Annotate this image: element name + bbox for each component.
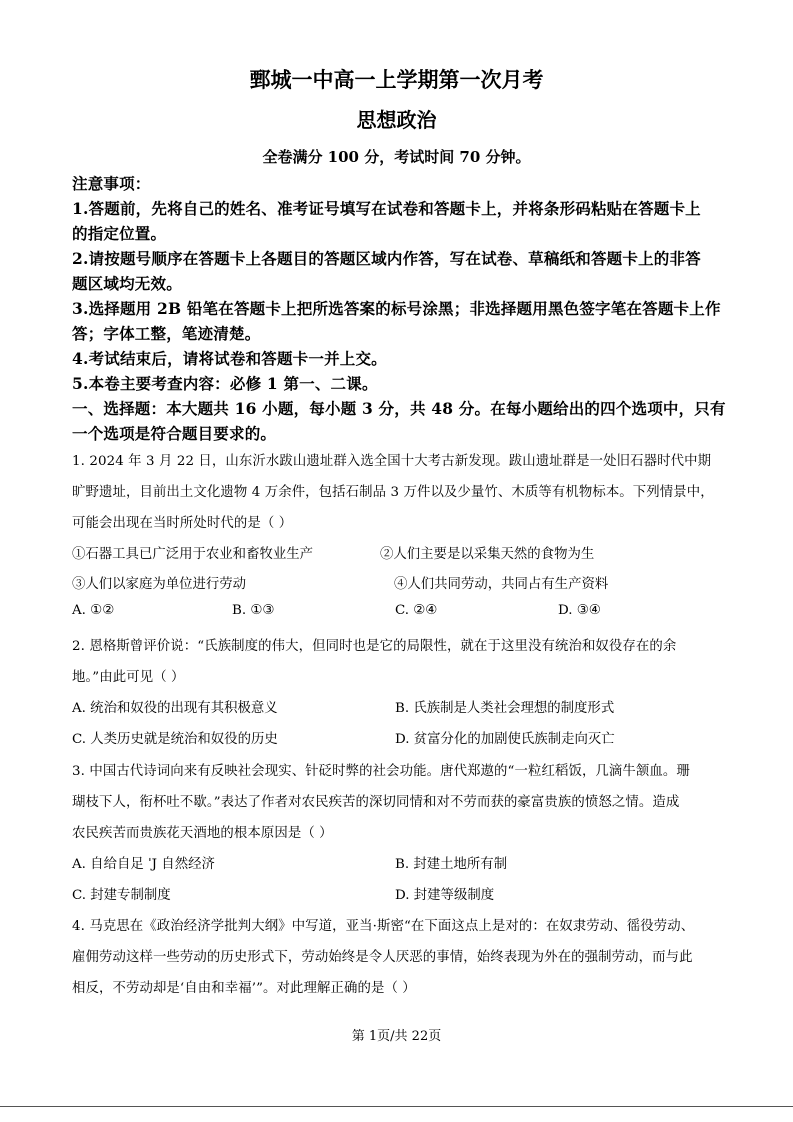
q2-option-c[interactable]: C. 人类历史就是统治和奴役的历史 (72, 732, 278, 747)
note-line: 5.本卷主要考查内容：必修 1 第一、二课。 (72, 374, 378, 393)
q3-option-d[interactable]: D. 封建等级制度 (395, 888, 495, 903)
q2-option-d[interactable]: D. 贫富分化的加剧使氏族制走向灭亡 (395, 732, 615, 747)
q4-stem-line: 雇佣劳动这样一些劳动的历史形式下，劳动始终是令人厌恶的事情，始终表现为外在的强制劳动，而与此 (72, 950, 693, 965)
section-heading: 一个选项是符合题目要求的。 (72, 424, 277, 443)
q1-item-4: ④人们共同劳动，共同占有生产资料 (394, 577, 609, 592)
q3-option-c[interactable]: C. 封建专制制度 (72, 888, 171, 903)
q2-option-b[interactable]: B. 氏族制是人类社会理想的制度形式 (395, 701, 615, 716)
note-line: 的指定位置。 (72, 224, 167, 243)
q3-option-b[interactable]: B. 封建土地所有制 (395, 857, 508, 872)
exam-title: 鄄城一中高一上学期第一次月考 (249, 67, 544, 92)
note-line: 答；字体工整，笔迹清楚。 (72, 324, 261, 343)
q3-stem-line: 瑚枝下人，衔杯吐不歇。”表达了作者对农民疾苦的深切同情和对不劳而获的豪富贵族的愤怒之情。造成 (72, 795, 680, 810)
note-line: 3.选择题用 2B 铅笔在答题卡上把所选答案的标号涂黑；非选择题用黑色签字笔在答题卡上作 (72, 299, 721, 318)
q4-stem-line: 相反，不劳动却是‘自由和幸福’”。对此理解正确的是（ ） (72, 981, 416, 996)
section-heading: 一、选择题：本大题共 16 小题，每小题 3 分，共 48 分。在每小题给出的四个选项中，只有 (72, 399, 726, 418)
q1-stem-line: 1. 2024 年 3 月 22 日，山东沂水跋山遗址群入选全国十大考古新发现。跋山遗址群是一处旧石器时代中期 (72, 454, 712, 469)
note-line: 题区域均无效。 (72, 274, 182, 293)
q4-stem-line: 4. 马克思在《政治经济学批判大纲》中写道，亚当·斯密“在下面这点上是对的：在奴隶劳动、徭役劳动、 (72, 919, 695, 934)
exam-info: 全卷满分 100 分，考试时间 70 分钟。 (262, 148, 531, 166)
page-number: 第 1页/共 22页 (351, 1029, 442, 1044)
note-line: 4.考试结束后，请将试卷和答题卡一并上交。 (72, 349, 387, 368)
q1-stem-line: 旷野遗址，目前出土文化遗物 4 万余件，包括石制品 3 万件以及少量竹、木质等有机物标本。下列情景中， (72, 485, 714, 500)
q1-option-d[interactable]: D. ③④ (558, 603, 601, 618)
notes-heading: 注意事项： (72, 174, 151, 193)
q1-stem-line: 可能会出现在当时所处时代的是（ ） (72, 516, 293, 531)
q2-option-a[interactable]: A. 统治和奴役的出现有其积极意义 (72, 701, 278, 716)
q1-item-2: ②人们主要是以采集天然的食物为生 (380, 547, 595, 562)
q2-stem-line: 地。”由此可见（ ） (72, 670, 185, 685)
note-line: 1.答题前，先将自己的姓名、准考证号填写在试卷和答题卡上，并将条形码粘贴在答题卡上 (72, 199, 701, 218)
q1-option-c[interactable]: C. ②④ (395, 603, 438, 618)
q3-stem-line: 农民疾苦而贵族花天酒地的根本原因是（ ） (72, 826, 333, 841)
q1-item-3: ③人们以家庭为单位进行劳动 (72, 577, 247, 592)
q3-option-a[interactable]: A. 自给自足 ˈJ 自然经济 (72, 857, 215, 872)
subject-title: 思想政治 (356, 108, 437, 132)
q3-stem-line: 3. 中国古代诗词向来有反映社会现实、针砭时弊的社会功能。唐代郑遨的“一粒红稻饭，几滴牛颔血。珊 (72, 764, 690, 779)
q1-option-a[interactable]: A. ①② (72, 603, 115, 618)
bottom-divider (0, 1106, 793, 1107)
q1-item-1: ①石器工具已广泛用于农业和畜牧业生产 (72, 547, 314, 562)
q2-stem-line: 2. 恩格斯曾评价说：“氏族制度的伟大，但同时也是它的局限性，就在于这里没有统治和奴役存在的余 (72, 639, 677, 654)
q1-option-b[interactable]: B. ①③ (232, 603, 275, 618)
note-line: 2.请按题号顺序在答题卡上各题目的答题区域内作答，写在试卷、草稿纸和答题卡上的非答 (72, 249, 701, 268)
